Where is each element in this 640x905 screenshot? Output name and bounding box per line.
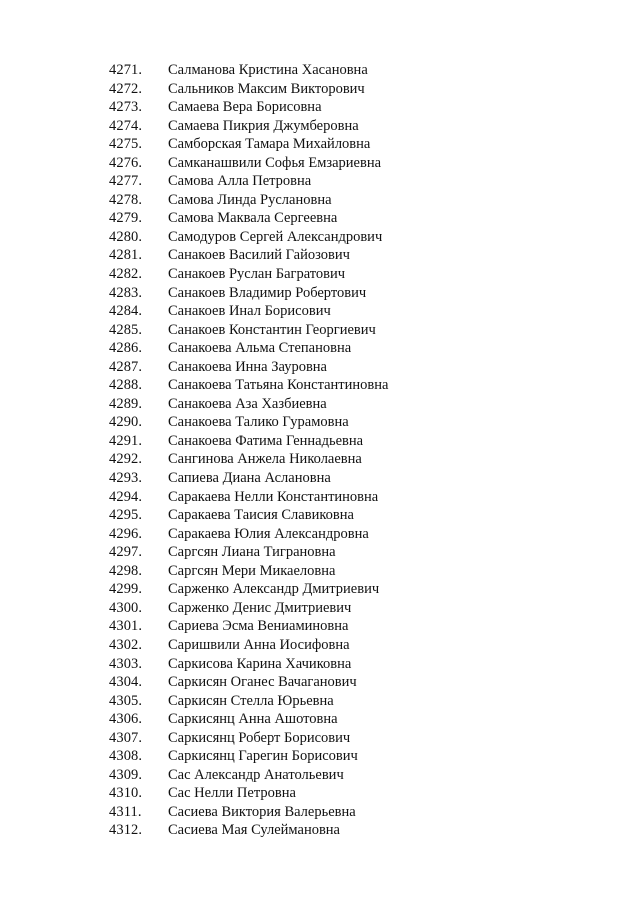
entry-full-name: Салманова Кристина Хасановна (168, 62, 368, 78)
list-item (109, 821, 388, 840)
entry-number: 4301. (109, 618, 143, 635)
entry-number: 4287. (109, 358, 143, 375)
entry-full-name: Сас Александр Анатольевич (168, 766, 344, 783)
entry-full-name: Санакоева Альма Степановна (168, 340, 352, 357)
list-item (109, 599, 388, 618)
entry-full-name: Санакоев Руслан Багратович (168, 266, 346, 283)
list-item (109, 61, 388, 80)
entry-full-name: Саргсян Лиана Тиграновна (168, 544, 336, 561)
entry-full-name: Сасиева Виктория Валерьевна (168, 803, 356, 820)
entry-number: 4276. (109, 154, 143, 171)
list-item (109, 469, 388, 488)
list-item (109, 284, 388, 303)
entry-full-name: Санакоева Талико Гурамовна (168, 414, 349, 431)
entry-full-name: Саркисянц Роберт Борисович (168, 729, 351, 746)
entry-number: 4288. (109, 377, 143, 394)
list-item (109, 358, 388, 377)
list-item (109, 673, 388, 692)
list-item (109, 395, 388, 414)
entry-number: 4281. (109, 247, 143, 264)
entry-full-name: Самова Маквала Сергеевна (168, 210, 338, 227)
entry-number: 4305. (109, 692, 143, 709)
entry-number: 4274. (109, 117, 143, 134)
entry-full-name: Сарженко Денис Дмитриевич (168, 599, 352, 616)
list-item (109, 432, 388, 451)
entry-number: 4299. (109, 581, 143, 598)
list-item (109, 154, 388, 173)
list-item (109, 506, 388, 525)
list-item (109, 98, 388, 117)
list-item (109, 617, 388, 636)
entry-number: 4292. (109, 451, 143, 468)
entry-number: 4275. (109, 136, 143, 153)
list-item (109, 692, 388, 711)
entry-number: 4279. (109, 210, 143, 227)
entry-number: 4302. (109, 636, 143, 653)
list-item (109, 321, 388, 340)
entry-number: 4283. (109, 284, 143, 301)
list-item (109, 710, 388, 729)
list-item (109, 191, 388, 210)
entry-number: 4294. (109, 488, 143, 505)
entry-number: 4280. (109, 228, 143, 245)
entry-number: 4293. (109, 470, 143, 487)
entry-full-name: Самборская Тамара Михайловна (168, 136, 371, 153)
entry-full-name: Саркисянц Гарегин Борисович (168, 748, 358, 765)
entry-full-name: Саркисова Карина Хачиковна (168, 655, 352, 672)
entry-number: 4286. (109, 340, 143, 357)
entry-full-name: Сальников Максим Викторович (168, 80, 365, 97)
list-item (109, 747, 388, 766)
entry-full-name: Саркисянц Анна Ашотовна (168, 711, 338, 728)
list-item (109, 636, 388, 655)
list-item (109, 135, 388, 154)
list-item (109, 172, 388, 191)
list-item (109, 246, 388, 265)
list-item (109, 543, 388, 562)
entry-full-name: Саргсян Мери Микаеловна (168, 562, 336, 579)
entry-number: 4312. (109, 822, 143, 839)
entry-number: 4285. (109, 321, 143, 338)
entry-number: 4309. (109, 766, 143, 783)
entry-number: 4271. (109, 62, 143, 78)
entry-full-name: Самканашвили Софья Емзариевна (168, 154, 382, 171)
entry-full-name: Саракаева Нелли Константиновна (168, 488, 379, 505)
entry-number: 4310. (109, 785, 143, 802)
list-item (109, 80, 388, 99)
list-item (109, 525, 388, 544)
list-item (109, 803, 388, 822)
list-item (109, 729, 388, 748)
list-item (109, 488, 388, 507)
entry-number: 4296. (109, 525, 143, 542)
entry-full-name: Сапиева Диана Аслановна (168, 470, 331, 487)
entry-number: 4289. (109, 395, 143, 412)
entry-number: 4277. (109, 173, 143, 190)
entry-full-name: Самаева Пикрия Джумберовна (168, 117, 359, 134)
entry-number: 4282. (109, 266, 143, 283)
list-item (109, 450, 388, 469)
entry-full-name: Саракаева Таисия Славиковна (168, 507, 354, 524)
list-item (109, 302, 388, 321)
entry-full-name: Саркисян Оганес Вачаганович (168, 674, 357, 691)
list-item (109, 562, 388, 581)
entry-full-name: Самова Алла Петровна (168, 173, 312, 190)
entry-number: 4295. (109, 507, 143, 524)
entry-full-name: Сасиева Мая Сулеймановна (168, 822, 340, 839)
list-item (109, 376, 388, 395)
entry-number: 4307. (109, 729, 143, 746)
entry-full-name: Саракаева Юлия Александровна (168, 525, 369, 542)
entry-full-name: Санакоева Инна Зауровна (168, 358, 327, 375)
entry-full-name: Санакоева Фатима Геннадьевна (168, 432, 364, 449)
entry-number: 4304. (109, 674, 143, 691)
entry-number: 4297. (109, 544, 143, 561)
entry-number: 4308. (109, 748, 143, 765)
entry-full-name: Сангинова Анжела Николаевна (168, 451, 362, 468)
entry-full-name: Самаева Вера Борисовна (168, 99, 322, 116)
entry-number: 4272. (109, 80, 143, 97)
entry-number: 4306. (109, 711, 143, 728)
list-item (109, 117, 388, 136)
entry-number: 4291. (109, 432, 143, 449)
entry-full-name: Саркисян Стелла Юрьевна (168, 692, 334, 709)
entry-full-name: Санакоев Владимир Робертович (168, 284, 367, 301)
list-item (109, 784, 388, 803)
list-item (109, 228, 388, 247)
entry-full-name: Санакоев Константин Георгиевич (168, 321, 376, 338)
entry-number: 4273. (109, 99, 143, 116)
entry-number: 4303. (109, 655, 143, 672)
entry-number: 4290. (109, 414, 143, 431)
entry-full-name: Сас Нелли Петровна (168, 785, 296, 802)
entry-full-name: Сарженко Александр Дмитриевич (168, 581, 380, 598)
list-item (109, 209, 388, 228)
list-item (109, 655, 388, 674)
list-item (109, 766, 388, 785)
entry-full-name: Сариева Эсма Вениаминовна (168, 618, 349, 635)
entry-full-name: Санакоева Аза Хазбиевна (168, 395, 327, 412)
list-item (109, 580, 388, 599)
entry-full-name: Самова Линда Руслановна (168, 191, 332, 208)
entry-number: 4298. (109, 562, 143, 579)
entry-full-name: Самодуров Сергей Александрович (168, 228, 383, 245)
entry-number: 4284. (109, 303, 143, 320)
list-item (109, 339, 388, 358)
entry-full-name: Санакоева Татьяна Константиновна (168, 377, 389, 394)
entry-number: 4311. (109, 803, 142, 820)
entry-full-name: Санакоев Инал Борисович (168, 303, 331, 320)
list-item (109, 413, 388, 432)
list-item (109, 265, 388, 284)
entry-number: 4300. (109, 599, 143, 616)
name-list (109, 61, 388, 840)
entry-number: 4278. (109, 191, 143, 208)
entry-full-name: Саришвили Анна Иосифовна (168, 636, 350, 653)
entry-full-name: Санакоев Василий Гайозович (168, 247, 350, 264)
